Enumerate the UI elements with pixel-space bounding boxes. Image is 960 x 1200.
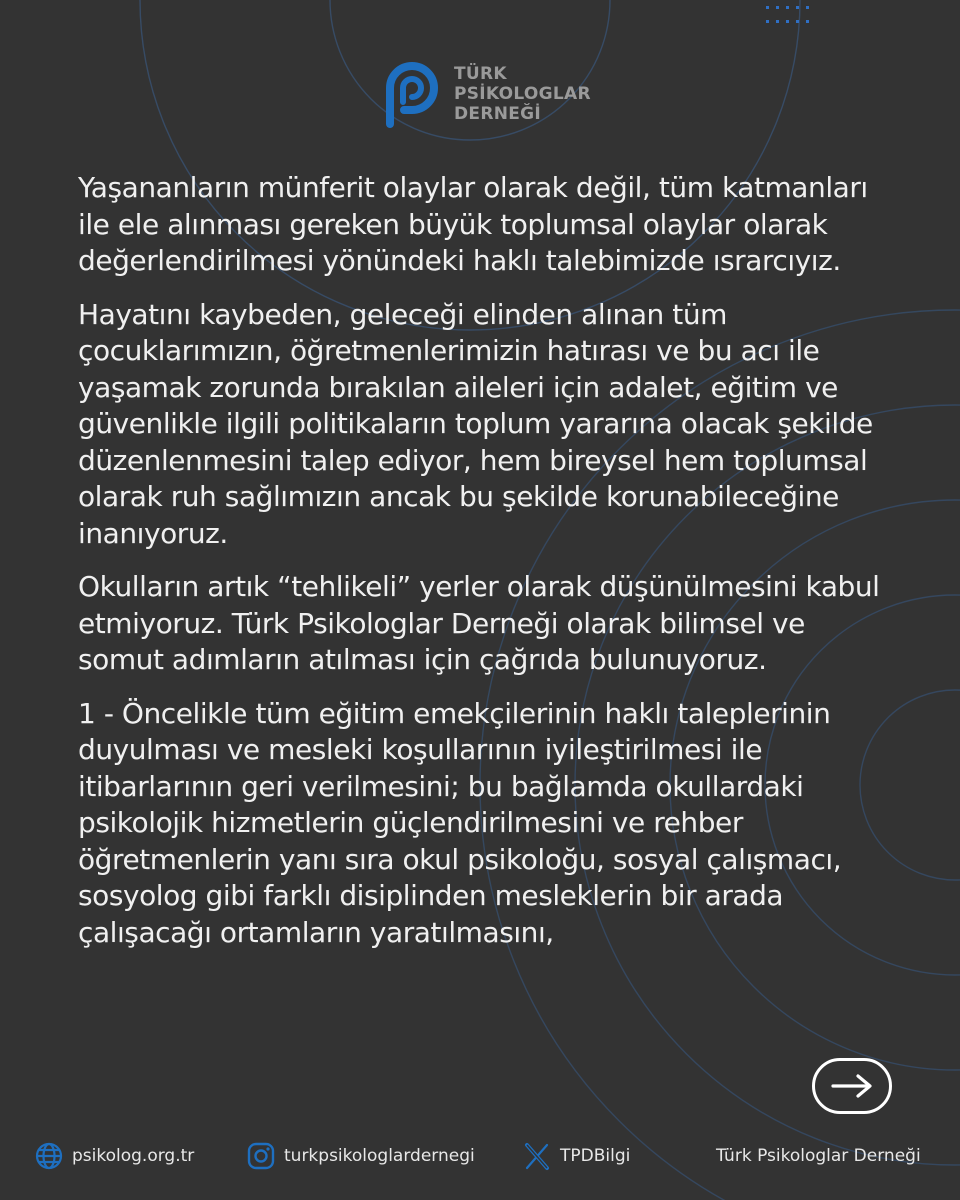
org-name-text: Türk Psikologlar Derneği — [716, 1146, 921, 1166]
statement-body — [78, 170, 898, 968]
footer-instagram[interactable] — [246, 1136, 475, 1176]
arrow-right-icon — [830, 1074, 874, 1098]
logo-line-2: PSİKOLOGLAR — [454, 84, 591, 104]
footer-website[interactable] — [34, 1136, 194, 1176]
x-handle: TPDBilgi — [560, 1146, 631, 1166]
paragraph-1: Yaşananların münferit olaylar olarak değil, tüm katmanları ile ele alınması gereken büyük toplumsal olaylar olarak değerlendirilmesi yönündeki haklı talebimizde ısrarcıyız. — [78, 171, 868, 277]
paragraph-4: 1 - Öncelikle tüm eğitim emekçilerinin haklı taleplerinin duyulması ve mesleki koşullarının iyileştirilmesi ile itibarlarının geri verilmesini; bu bağlamda okullardaki psikolojik hizmetlerin güçlendirilmesini ve rehber öğretmenlerin yanı sıra okul psikoloğu, sosyal çalışmacı, sosyolog gibi farklı disiplinden mesleklerin bir arada çalışacağı ortamların yaratılmasını, — [78, 696, 842, 949]
footer-org-name — [716, 1136, 921, 1176]
instagram-icon — [246, 1141, 276, 1171]
logo-wordmark — [454, 64, 591, 124]
paragraph-2: Hayatını kaybeden, geleceği elinden alınan tüm çocuklarımızın, öğretmenlerimizin hatırası ve bu acı ile yaşamak zorunda bırakılan aileleri için adalet, eğitim ve güvenlikle ilgili politikaların toplum yararına olacak şekilde düzenlenmesini talep ediyor, hem bireysel hem toplumsal olarak ruh sağlımızın ancak bu şekilde korunabileceğine inanıyoruz. — [78, 297, 873, 550]
logo-line-3: DERNEĞİ — [454, 104, 542, 124]
next-slide-button[interactable] — [812, 1058, 892, 1114]
instagram-handle: turkpsikologlardernegi — [284, 1146, 475, 1166]
tpd-logo — [384, 60, 591, 128]
dot-grid — [766, 6, 809, 23]
website-text: psikolog.org.tr — [72, 1146, 195, 1166]
globe-icon — [34, 1141, 64, 1171]
paragraph-3: Okulların artık “tehlikeli” yerler olarak düşünülmesini kabul etmiyoruz. Türk Psikologlar Derneği olarak bilimsel ve somut adımların atılması için çağrıda bulunuyoruz. — [78, 570, 880, 676]
x-logo-icon — [522, 1141, 552, 1171]
logo-line-1: TÜRK — [454, 64, 507, 84]
footer-x[interactable] — [522, 1136, 630, 1176]
tpd-logo-icon — [384, 60, 440, 128]
footer — [0, 1136, 960, 1176]
